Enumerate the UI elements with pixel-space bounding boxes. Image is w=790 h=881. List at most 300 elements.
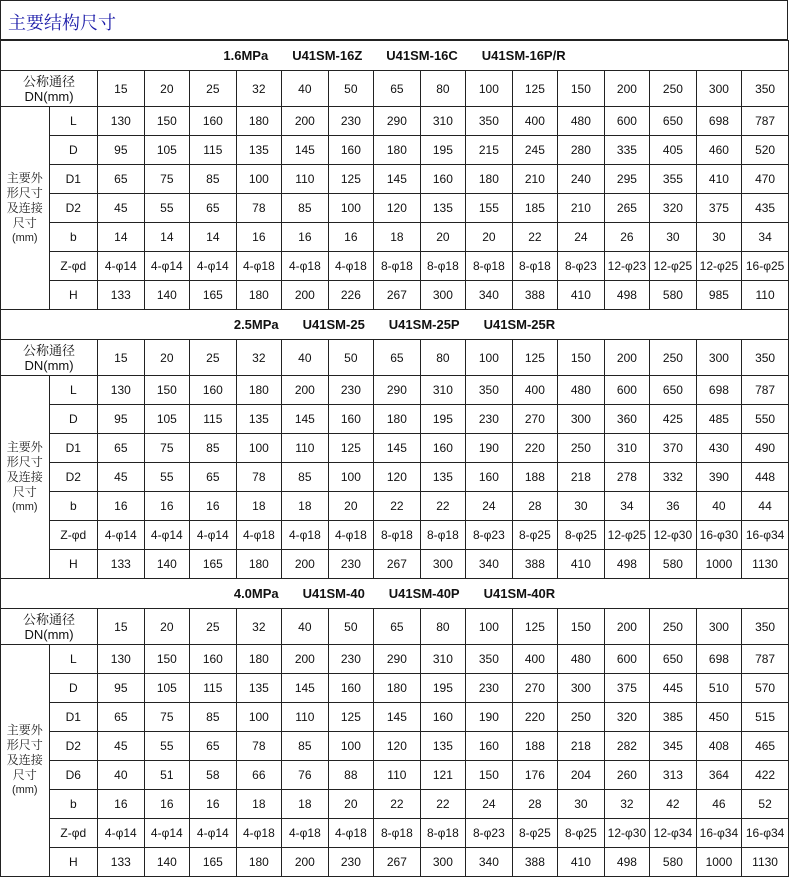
table-cell: 550	[742, 405, 789, 434]
table-cell: 8-φ23	[558, 252, 605, 281]
table-cell: 313	[650, 761, 697, 790]
side-label-line: 尺寸	[12, 484, 37, 499]
table-cell: 185	[512, 194, 558, 223]
row-label: D	[49, 136, 98, 165]
table-cell: 490	[742, 434, 789, 463]
table-cell: 110	[742, 281, 789, 310]
table-cell: 85	[190, 703, 237, 732]
row-label: L	[49, 376, 98, 405]
table-cell: 65	[190, 463, 237, 492]
table-cell: 290	[374, 645, 421, 674]
table-cell: 310	[420, 107, 466, 136]
table-cell: 8-φ18	[420, 521, 466, 550]
table-cell: 388	[512, 281, 558, 310]
table-cell: 230	[466, 405, 513, 434]
table-row	[1, 703, 789, 732]
table-cell: 200	[282, 281, 329, 310]
table-cell: 135	[236, 674, 282, 703]
table-cell: 100	[236, 434, 282, 463]
dn-label-unit: DN(mm)	[24, 88, 74, 104]
table-cell: 165	[190, 550, 237, 579]
table-cell: 390	[696, 463, 742, 492]
table-cell: 220	[512, 434, 558, 463]
pressure-rating: 4.0MPa	[233, 586, 279, 601]
row-label: D2	[49, 463, 98, 492]
table-cell: 24	[466, 492, 513, 521]
table-cell: 4-φ18	[236, 521, 282, 550]
table-cell: 320	[650, 194, 697, 223]
table-cell: 133	[98, 848, 145, 877]
section-header	[1, 579, 789, 609]
table-cell: 4-φ14	[190, 819, 237, 848]
dn-value: 125	[512, 340, 558, 376]
table-cell: 40	[696, 492, 742, 521]
row-label: b	[49, 492, 98, 521]
table-cell: 8-φ18	[420, 819, 466, 848]
table-cell: 4-φ14	[98, 252, 145, 281]
dn-value: 80	[420, 609, 466, 645]
table-cell: 4-φ14	[144, 521, 190, 550]
table-cell: 22	[374, 790, 421, 819]
dn-value: 100	[466, 340, 513, 376]
table-cell: 52	[742, 790, 789, 819]
table-cell: 332	[650, 463, 697, 492]
table-cell: 16	[98, 790, 145, 819]
table-cell: 375	[696, 194, 742, 223]
table-cell: 110	[282, 165, 329, 194]
table-cell: 4-φ18	[236, 252, 282, 281]
table-cell: 180	[374, 136, 421, 165]
row-label: b	[49, 223, 98, 252]
table-cell: 55	[144, 732, 190, 761]
table-cell: 450	[696, 703, 742, 732]
table-cell: 76	[282, 761, 329, 790]
table-cell: 8-φ18	[512, 252, 558, 281]
table-cell: 280	[558, 136, 605, 165]
table-cell: 230	[328, 550, 374, 579]
table-cell: 115	[190, 674, 237, 703]
side-label-line: 形尺寸	[6, 185, 43, 200]
dn-value: 350	[742, 71, 789, 107]
table-cell: 78	[236, 732, 282, 761]
table-cell: 58	[190, 761, 237, 790]
table-row	[1, 732, 789, 761]
table-cell: 4-φ14	[98, 521, 145, 550]
table-cell: 226	[328, 281, 374, 310]
table-cell: 4-φ18	[328, 819, 374, 848]
table-cell: 20	[328, 492, 374, 521]
side-label-line: 形尺寸	[6, 738, 43, 752]
table-row	[1, 252, 789, 281]
table-cell: 145	[374, 703, 421, 732]
table-cell: 120	[374, 463, 421, 492]
table-cell: 120	[374, 732, 421, 761]
table-cell: 188	[512, 732, 558, 761]
table-cell: 18	[282, 790, 329, 819]
table-cell: 430	[696, 434, 742, 463]
table-cell: 300	[558, 405, 605, 434]
model-number: U41SM-25P	[388, 317, 460, 332]
dn-row	[1, 340, 789, 376]
side-label-line: 形尺寸	[6, 454, 43, 469]
table-cell: 480	[558, 107, 605, 136]
table-row	[1, 434, 789, 463]
dn-value: 200	[604, 340, 650, 376]
table-cell: 30	[558, 492, 605, 521]
table-cell: 787	[742, 107, 789, 136]
table-cell: 51	[144, 761, 190, 790]
dimensions-table	[0, 40, 789, 877]
side-label-line: 及连接	[6, 469, 43, 484]
table-cell: 180	[236, 848, 282, 877]
dn-value: 40	[282, 340, 329, 376]
table-row	[1, 674, 789, 703]
table-cell: 400	[512, 376, 558, 405]
table-cell: 465	[742, 732, 789, 761]
dn-value: 25	[190, 609, 237, 645]
table-cell: 480	[558, 645, 605, 674]
dn-label-cn: 公称通径	[23, 73, 76, 89]
row-label: D	[49, 405, 98, 434]
table-cell: 400	[512, 107, 558, 136]
table-cell: 410	[558, 848, 605, 877]
table-cell: 180	[466, 165, 513, 194]
table-cell: 340	[466, 550, 513, 579]
table-cell: 310	[604, 434, 650, 463]
table-cell: 4-φ18	[236, 819, 282, 848]
table-cell: 140	[144, 281, 190, 310]
table-cell: 145	[282, 136, 329, 165]
dn-value: 50	[328, 71, 374, 107]
table-cell: 150	[144, 107, 190, 136]
table-cell: 355	[650, 165, 697, 194]
table-cell: 8-φ25	[558, 819, 605, 848]
model-number: U41SM-25R	[483, 317, 556, 332]
dn-value: 20	[144, 71, 190, 107]
table-cell: 4-φ14	[144, 819, 190, 848]
table-cell: 20	[420, 223, 466, 252]
table-cell: 12-φ34	[650, 819, 697, 848]
table-cell: 405	[650, 136, 697, 165]
table-row	[1, 492, 789, 521]
table-cell: 200	[282, 107, 329, 136]
side-label	[1, 645, 50, 877]
table-cell: 16	[190, 790, 237, 819]
table-cell: 220	[512, 703, 558, 732]
table-cell: 155	[466, 194, 513, 223]
dn-value: 15	[98, 340, 145, 376]
table-cell: 4-φ14	[190, 252, 237, 281]
table-cell: 190	[466, 703, 513, 732]
table-cell: 22	[420, 790, 466, 819]
table-cell: 110	[374, 761, 421, 790]
table-cell: 160	[420, 434, 466, 463]
table-cell: 580	[650, 281, 697, 310]
table-cell: 230	[328, 645, 374, 674]
table-cell: 78	[236, 463, 282, 492]
table-row	[1, 376, 789, 405]
table-cell: 650	[650, 107, 697, 136]
dn-value: 100	[466, 609, 513, 645]
table-cell: 65	[190, 194, 237, 223]
table-cell: 95	[98, 136, 145, 165]
table-cell: 34	[742, 223, 789, 252]
table-cell: 12-φ30	[650, 521, 697, 550]
table-cell: 310	[420, 645, 466, 674]
table-cell: 787	[742, 376, 789, 405]
table-cell: 160	[466, 732, 513, 761]
table-cell: 12-φ25	[650, 252, 697, 281]
table-cell: 85	[190, 434, 237, 463]
dn-value: 40	[282, 609, 329, 645]
table-cell: 200	[282, 376, 329, 405]
table-cell: 435	[742, 194, 789, 223]
table-cell: 498	[604, 281, 650, 310]
table-cell: 4-φ18	[328, 521, 374, 550]
dn-label	[1, 71, 98, 107]
table-cell: 180	[236, 645, 282, 674]
dn-value: 125	[512, 71, 558, 107]
table-row	[1, 790, 789, 819]
table-cell: 388	[512, 550, 558, 579]
table-cell: 75	[144, 434, 190, 463]
table-cell: 4-φ18	[282, 819, 329, 848]
table-cell: 180	[236, 376, 282, 405]
table-cell: 267	[374, 848, 421, 877]
table-cell: 45	[98, 194, 145, 223]
table-cell: 400	[512, 645, 558, 674]
table-row	[1, 761, 789, 790]
side-label-line: (mm)	[11, 231, 38, 244]
table-cell: 210	[512, 165, 558, 194]
table-cell: 105	[144, 136, 190, 165]
table-cell: 85	[190, 165, 237, 194]
row-label: D2	[49, 732, 98, 761]
table-cell: 985	[696, 281, 742, 310]
table-cell: 480	[558, 376, 605, 405]
dn-value: 50	[328, 609, 374, 645]
table-row	[1, 463, 789, 492]
table-cell: 133	[98, 281, 145, 310]
table-cell: 165	[190, 281, 237, 310]
table-cell: 160	[420, 165, 466, 194]
table-cell: 28	[512, 492, 558, 521]
table-cell: 8-φ23	[466, 521, 513, 550]
row-label: b	[49, 790, 98, 819]
table-cell: 650	[650, 645, 697, 674]
row-label: D1	[49, 703, 98, 732]
table-cell: 4-φ18	[282, 521, 329, 550]
table-cell: 133	[98, 550, 145, 579]
table-cell: 8-φ23	[466, 819, 513, 848]
table-cell: 110	[282, 434, 329, 463]
table-cell: 267	[374, 281, 421, 310]
side-label	[1, 376, 50, 579]
table-cell: 245	[512, 136, 558, 165]
table-cell: 1130	[742, 550, 789, 579]
table-cell: 55	[144, 194, 190, 223]
table-cell: 140	[144, 848, 190, 877]
table-cell: 290	[374, 376, 421, 405]
table-cell: 278	[604, 463, 650, 492]
table-cell: 30	[650, 223, 697, 252]
table-row	[1, 281, 789, 310]
table-cell: 44	[742, 492, 789, 521]
table-cell: 260	[604, 761, 650, 790]
table-cell: 410	[696, 165, 742, 194]
table-cell: 460	[696, 136, 742, 165]
table-row	[1, 405, 789, 434]
table-cell: 215	[466, 136, 513, 165]
table-cell: 160	[466, 463, 513, 492]
dn-value: 250	[650, 609, 697, 645]
table-row	[1, 194, 789, 223]
side-label-line: (mm)	[11, 500, 38, 513]
table-row	[1, 107, 789, 136]
row-label: D	[49, 674, 98, 703]
table-cell: 4-φ14	[144, 252, 190, 281]
table-cell: 200	[282, 848, 329, 877]
dn-value: 250	[650, 340, 697, 376]
table-cell: 18	[374, 223, 421, 252]
table-cell: 140	[144, 550, 190, 579]
table-cell: 8-φ25	[558, 521, 605, 550]
dn-value: 40	[282, 71, 329, 107]
model-number: U41SM-16Z	[292, 48, 363, 63]
table-cell: 8-φ25	[512, 819, 558, 848]
table-cell: 16-φ34	[742, 819, 789, 848]
table-cell: 295	[604, 165, 650, 194]
table-cell: 150	[466, 761, 513, 790]
table-cell: 16	[282, 223, 329, 252]
table-cell: 180	[236, 107, 282, 136]
table-cell: 78	[236, 194, 282, 223]
table-cell: 250	[558, 434, 605, 463]
table-cell: 22	[512, 223, 558, 252]
side-label-line: 主要外	[6, 439, 43, 454]
dn-value: 350	[742, 340, 789, 376]
dn-label-cn: 公称通径	[23, 611, 76, 627]
table-cell: 125	[328, 703, 374, 732]
table-cell: 115	[190, 405, 237, 434]
dn-value: 200	[604, 71, 650, 107]
table-cell: 160	[328, 136, 374, 165]
row-label: D1	[49, 165, 98, 194]
table-cell: 85	[282, 732, 329, 761]
table-cell: 375	[604, 674, 650, 703]
table-cell: 160	[328, 674, 374, 703]
table-cell: 100	[236, 703, 282, 732]
table-cell: 65	[98, 703, 145, 732]
dn-value: 300	[696, 71, 742, 107]
table-cell: 100	[328, 194, 374, 223]
table-cell: 42	[650, 790, 697, 819]
table-cell: 350	[466, 645, 513, 674]
table-cell: 290	[374, 107, 421, 136]
table-cell: 16	[98, 492, 145, 521]
table-cell: 410	[558, 281, 605, 310]
table-row	[1, 848, 789, 877]
dn-label-unit: DN(mm)	[24, 357, 74, 373]
table-cell: 300	[420, 550, 466, 579]
table-cell: 230	[328, 107, 374, 136]
table-cell: 65	[98, 165, 145, 194]
section-header-row	[1, 41, 789, 71]
table-cell: 282	[604, 732, 650, 761]
side-label-line: 及连接	[6, 200, 43, 215]
table-cell: 40	[98, 761, 145, 790]
side-label-line: 主要外	[6, 723, 43, 737]
table-cell: 408	[696, 732, 742, 761]
dn-value: 20	[144, 609, 190, 645]
dn-value: 65	[374, 609, 421, 645]
table-cell: 85	[282, 463, 329, 492]
table-cell: 160	[190, 376, 237, 405]
row-label: L	[49, 645, 98, 674]
table-cell: 195	[420, 136, 466, 165]
row-label: D1	[49, 434, 98, 463]
dn-value: 125	[512, 609, 558, 645]
table-cell: 145	[374, 165, 421, 194]
table-cell: 8-φ18	[374, 521, 421, 550]
table-cell: 135	[236, 405, 282, 434]
table-cell: 150	[144, 645, 190, 674]
table-cell: 4-φ18	[328, 252, 374, 281]
table-cell: 787	[742, 645, 789, 674]
table-cell: 580	[650, 848, 697, 877]
table-cell: 210	[558, 194, 605, 223]
table-cell: 12-φ25	[696, 252, 742, 281]
table-cell: 176	[512, 761, 558, 790]
table-cell: 16	[144, 790, 190, 819]
table-cell: 12-φ25	[604, 521, 650, 550]
table-cell: 180	[374, 405, 421, 434]
table-cell: 65	[190, 732, 237, 761]
dn-value: 80	[420, 71, 466, 107]
table-cell: 145	[282, 405, 329, 434]
model-number: U41SM-40R	[483, 586, 556, 601]
table-cell: 125	[328, 165, 374, 194]
table-cell: 1130	[742, 848, 789, 877]
table-cell: 18	[282, 492, 329, 521]
table-cell: 16-φ34	[696, 819, 742, 848]
table-cell: 18	[236, 492, 282, 521]
table-cell: 105	[144, 405, 190, 434]
table-cell: 34	[604, 492, 650, 521]
table-cell: 16	[236, 223, 282, 252]
dn-value: 25	[190, 340, 237, 376]
table-cell: 320	[604, 703, 650, 732]
table-cell: 55	[144, 463, 190, 492]
table-cell: 26	[604, 223, 650, 252]
side-label-line: 尺寸	[12, 215, 37, 230]
pressure-rating: 1.6MPa	[223, 48, 269, 63]
model-number: U41SM-16P/R	[481, 48, 566, 63]
table-cell: 498	[604, 550, 650, 579]
table-cell: 425	[650, 405, 697, 434]
table-cell: 160	[420, 703, 466, 732]
table-cell: 360	[604, 405, 650, 434]
table-cell: 1000	[696, 848, 742, 877]
table-cell: 150	[144, 376, 190, 405]
table-row	[1, 223, 789, 252]
table-cell: 100	[236, 165, 282, 194]
dn-value: 300	[696, 340, 742, 376]
table-cell: 4-φ14	[190, 521, 237, 550]
dn-value: 250	[650, 71, 697, 107]
side-label-line: 尺寸	[12, 768, 37, 782]
table-cell: 125	[328, 434, 374, 463]
